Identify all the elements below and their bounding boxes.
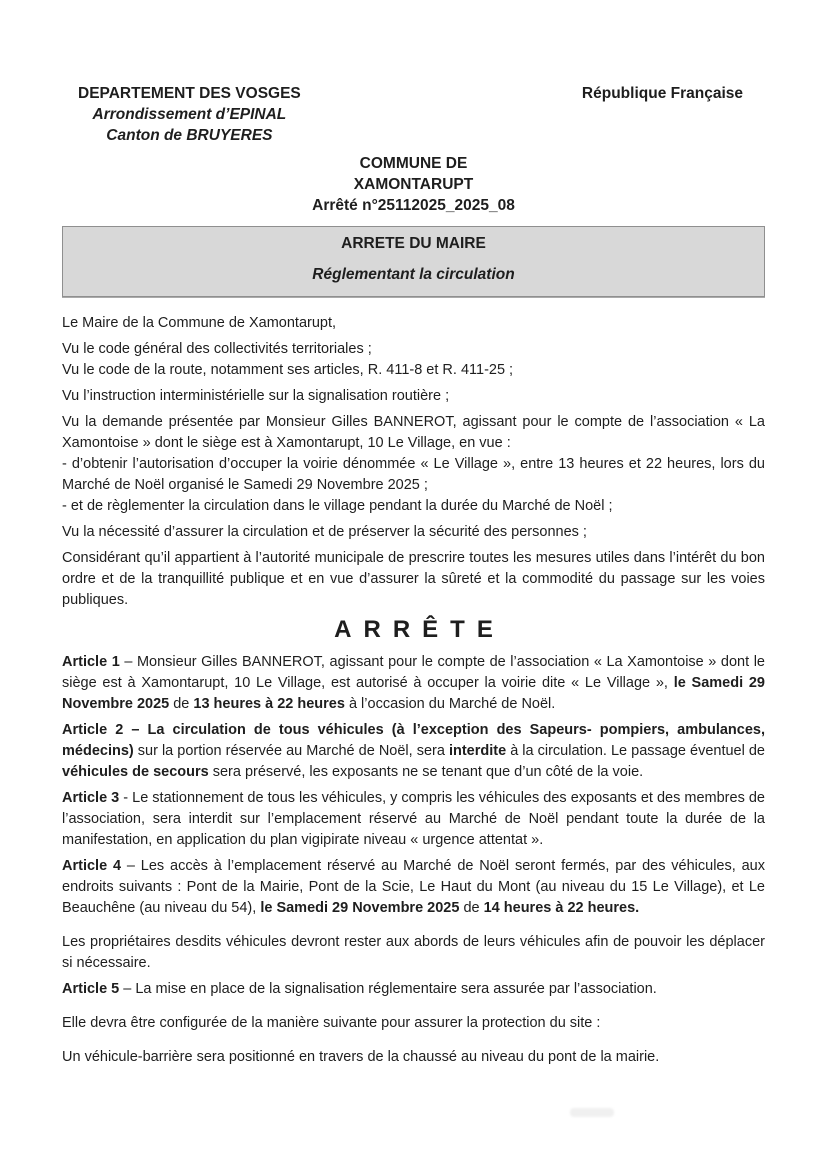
article-2: Article 2 – La circulation de tous véhicules (à l’exception des Sapeurs- pompiers, ambulances, médecins) sur la portion réservée au Marché de Noël, sera interdite à la circulation. Le passage éventuel de véhicules de secours sera préservé, les exposants ne se tenant que d’un côté de la voie. (62, 722, 765, 780)
banner-subtitle: Réglementant la circulation (312, 266, 515, 283)
preamble-demande-item-1: - d’obtenir l’autorisation d’occuper la voirie dénommée « Le Village », entre 13 heures et 22 heures, lors du Marché de Noël organisé le Samedi 29 Novembre 2025 ; (62, 456, 765, 493)
preamble-vu-code-route: Vu le code de la route, notamment ses articles, R. 411-8 et R. 411-25 ; (62, 362, 514, 378)
header-left-block (78, 83, 301, 146)
article-4-proprietaires-note: Les propriétaires desdits véhicules devront rester aux abords de leurs véhicules afin de pouvoir les déplacer si nécessaire. (62, 934, 765, 971)
document-header (62, 83, 765, 146)
commune-line-2: XAMONTARUPT (353, 176, 474, 193)
article-1: Article 1 – Monsieur Gilles BANNEROT, agissant pour le compte de l’association « La Xamontoise » dont le siège est à Xamontarupt, 10 Le Village, est autorisé à occuper la voirie dite « Le Village », le Samedi 29 Novembre 2025 de 13 heures à 22 heures à l’occasion du Marché de Noël. (62, 654, 765, 712)
scan-artifact (570, 1108, 614, 1117)
commune-block (62, 153, 765, 216)
banner-title: ARRETE DU MAIRE (341, 235, 486, 252)
department-name: DEPARTEMENT DES VOSGES (78, 85, 301, 102)
article-5: Article 5 – La mise en place de la signalisation réglementaire sera assurée par l’association. (62, 981, 657, 997)
article-5-vehicule-barriere-note: Un véhicule-barrière sera positionné en travers de la chaussé au niveau du pont de la mairie. (62, 1049, 660, 1065)
preamble-vu-demande: Vu la demande présentée par Monsieur Gilles BANNEROT, agissant pour le compte de l’association « La Xamontoise » dont le siège est à Xamontarupt, 10 Le Village, en vue : (62, 414, 765, 451)
decree-banner (62, 226, 765, 297)
preamble-vu-instruction: Vu l’instruction interministérielle sur la signalisation routière ; (62, 388, 450, 404)
article-4: Article 4 – Les accès à l’emplacement réservé au Marché de Noël seront fermés, par des véhicules, aux endroits suivants : Pont de la Mairie, Pont de la Scie, Le Haut du Mont (au niveau du 15 Le Village), et Le Beauchêne (au niveau du 54), le Samedi 29 Novembre 2025 de 14 heures à 22 heures. (62, 858, 765, 916)
preamble-demande-item-2: - et de règlementer la circulation dans le village pendant la durée du Marché de Noël ; (62, 498, 613, 514)
decree-heading: ARRÊTE (334, 616, 505, 643)
arrondissement-name: Arrondissement d’EPINAL (92, 106, 287, 123)
document-body (62, 313, 765, 1068)
article-3: Article 3 - Le stationnement de tous les véhicules, y compris les véhicules des exposants et des membres de l’association, sera interdit sur l’emplacement réservé au Marché de Noël pendant toute la durée de la manifestation, en application du plan vigipirate niveau « urgence attentat ». (62, 790, 765, 848)
canton-name: Canton de BRUYERES (106, 127, 273, 144)
article-5-configuration-note: Elle devra être configurée de la manière suivante pour assurer la protection du site : (62, 1015, 601, 1031)
preamble-considerant: Considérant qu’il appartient à l’autorité municipale de prescrire toutes les mesures utiles dans l’intérêt du bon ordre et de la tranquillité publique et en vue d’assurer la sûreté et la commodité du passage sur les voies publiques. (62, 550, 765, 608)
preamble-vu-cgct: Vu le code général des collectivités territoriales ; (62, 341, 372, 357)
commune-line-1: COMMUNE DE (359, 155, 468, 172)
preamble-vu-necessite: Vu la nécessité d’assurer la circulation et de préserver la sécurité des personnes ; (62, 524, 587, 540)
republic-label: République Française (581, 85, 743, 102)
arrete-number: Arrêté n°25112025_2025_08 (312, 197, 515, 214)
preamble-maire: Le Maire de la Commune de Xamontarupt, (62, 315, 337, 331)
